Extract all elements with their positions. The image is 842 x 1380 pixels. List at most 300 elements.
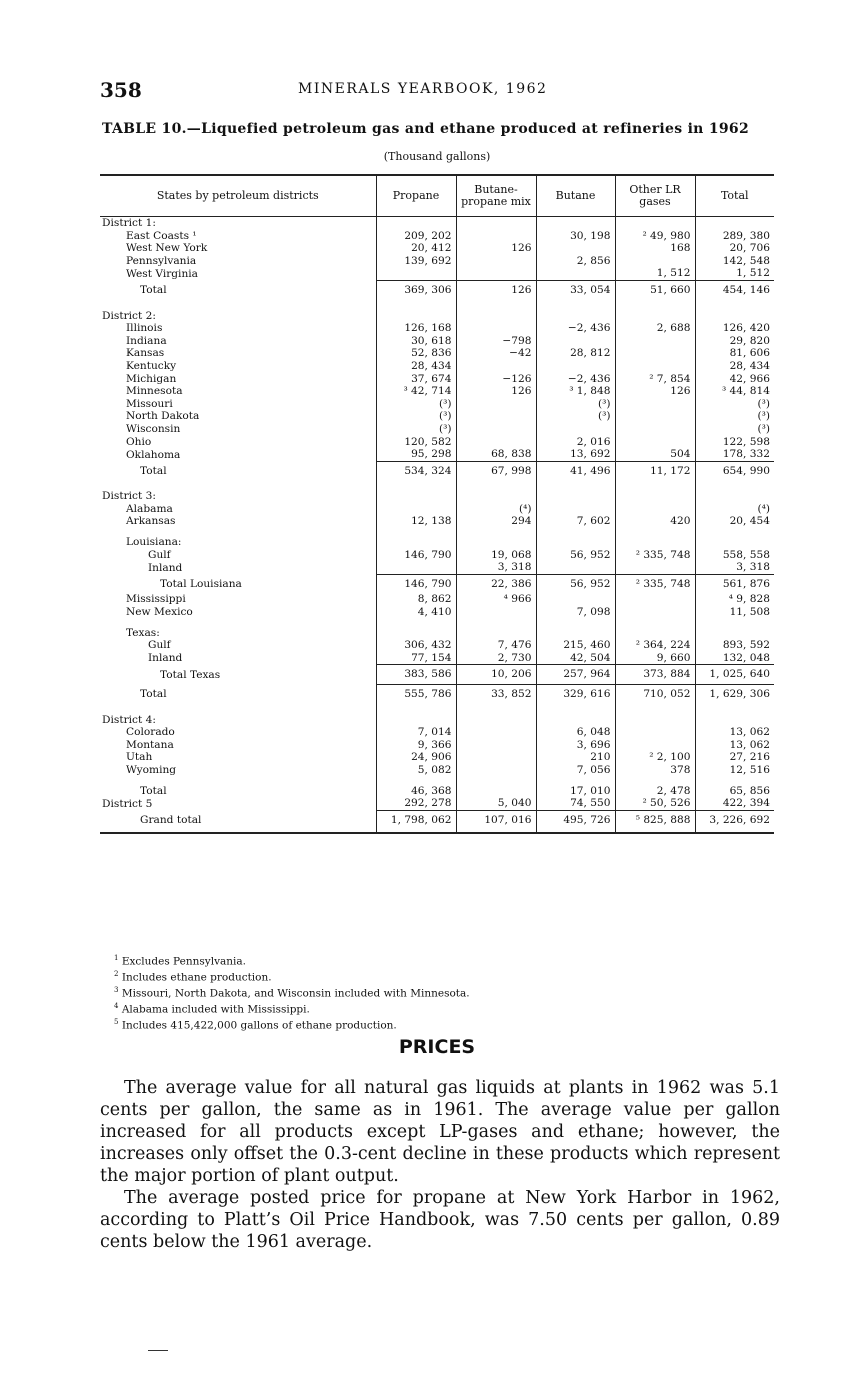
table-cell: 1, 629, 306 xyxy=(695,685,774,704)
table-cell: 893, 592 xyxy=(695,639,774,652)
table-cell: 22, 386 xyxy=(456,574,536,593)
row-label: Colorado xyxy=(126,726,175,739)
table-cell: 5, 040 xyxy=(456,797,536,810)
table-row xyxy=(100,322,774,335)
table-cell: 3, 318 xyxy=(695,561,774,574)
table-row xyxy=(100,515,774,528)
table-cell xyxy=(695,536,774,549)
footnote-mark: 2 xyxy=(114,970,119,978)
column-header: Propane xyxy=(376,175,456,217)
row-label: Illinois xyxy=(126,322,163,335)
table-cell xyxy=(695,217,774,230)
table-cell: 534, 324 xyxy=(376,461,456,480)
table-cell xyxy=(615,536,695,549)
table-total-row xyxy=(100,810,774,833)
table-cell xyxy=(615,335,695,348)
table-cell xyxy=(456,726,536,739)
table-cell xyxy=(615,360,695,373)
table-cell: 51, 660 xyxy=(615,280,695,299)
table-cell xyxy=(376,536,456,549)
table-cell: 30, 198 xyxy=(536,230,615,243)
row-label: New Mexico xyxy=(126,606,193,619)
footnote-text: Excludes Pennsylvania. xyxy=(121,955,246,968)
table-row xyxy=(100,267,774,280)
row-label: Total xyxy=(140,283,167,296)
table-cell: 420 xyxy=(615,515,695,528)
table-row xyxy=(100,385,774,398)
row-label: Minnesota xyxy=(126,385,183,398)
table-row xyxy=(100,606,774,619)
table-cell: 178, 332 xyxy=(695,448,774,461)
table-cell xyxy=(536,480,615,503)
row-label: West Virginia xyxy=(126,267,198,280)
table-cell: −126 xyxy=(456,373,536,386)
table-cell xyxy=(456,739,536,752)
table-cell: 120, 582 xyxy=(376,436,456,449)
row-label: Grand total xyxy=(100,810,376,833)
table-cell xyxy=(615,704,695,727)
table-cell xyxy=(376,267,456,280)
table-cell xyxy=(536,335,615,348)
table-cell: 126 xyxy=(456,385,536,398)
table-row xyxy=(100,398,774,411)
table-cell: 11, 172 xyxy=(615,461,695,480)
table-cell xyxy=(456,536,536,549)
table-cell: 13, 062 xyxy=(695,739,774,752)
table-cell: 422, 394 xyxy=(695,797,774,810)
table-cell xyxy=(456,322,536,335)
table-cell: 7, 476 xyxy=(456,639,536,652)
table-cell: (³) xyxy=(376,410,456,423)
table-cell: 126 xyxy=(615,385,695,398)
table-cell: ² 49, 980 xyxy=(615,230,695,243)
table-cell: 329, 616 xyxy=(536,685,615,704)
row-label: District 3: xyxy=(102,490,156,503)
table-cell: −42 xyxy=(456,347,536,360)
table-cell: 7, 056 xyxy=(536,764,615,777)
table-cell: 306, 432 xyxy=(376,639,456,652)
table-cell: 126, 420 xyxy=(695,322,774,335)
footnote-mark: 5 xyxy=(114,1018,119,1026)
table-cell: 107, 016 xyxy=(456,810,536,833)
row-label: District 2: xyxy=(102,309,156,322)
running-title: MINERALS YEARBOOK, 1962 xyxy=(298,81,548,97)
table-cell xyxy=(456,398,536,411)
table-cell xyxy=(615,436,695,449)
table-cell xyxy=(536,536,615,549)
table-cell xyxy=(615,606,695,619)
table-cell: ³ 44, 814 xyxy=(695,385,774,398)
table-cell: 209, 202 xyxy=(376,230,456,243)
table-cell: 8, 862 xyxy=(376,593,456,606)
footnote-text: Missouri, North Dakota, and Wisconsin included with Minnesota. xyxy=(121,987,470,1000)
table-spacer-cell xyxy=(376,619,456,627)
table-cell: 1, 025, 640 xyxy=(695,665,774,685)
table-cell: 122, 598 xyxy=(695,436,774,449)
table-cell: 37, 674 xyxy=(376,373,456,386)
table-cell: 2, 730 xyxy=(456,652,536,665)
table-row xyxy=(100,300,774,323)
table-row xyxy=(100,373,774,386)
table-title: TABLE 10.—Liquefied petroleum gas and ethane produced at refineries in 1962 xyxy=(102,121,750,137)
production-table xyxy=(100,174,774,834)
table-cell: 1, 512 xyxy=(615,267,695,280)
table-cell: (³) xyxy=(536,410,615,423)
table-cell xyxy=(456,217,536,230)
table-cell xyxy=(615,217,695,230)
row-label: Alabama xyxy=(126,502,173,515)
row-label: Total Louisiana xyxy=(160,577,242,590)
table-cell: ² 7, 854 xyxy=(615,373,695,386)
row-label: Gulf xyxy=(148,548,171,561)
table-cell: 29, 820 xyxy=(695,335,774,348)
table-cell xyxy=(615,561,695,574)
table-spacer-cell xyxy=(615,528,695,536)
table-cell: ⁵ 825, 888 xyxy=(615,810,695,833)
table-row xyxy=(100,627,774,640)
table-cell: 46, 368 xyxy=(376,785,456,798)
table-cell: −798 xyxy=(456,335,536,348)
table-cell: 95, 298 xyxy=(376,448,456,461)
table-cell: −2, 436 xyxy=(536,373,615,386)
table-cell: 9, 366 xyxy=(376,739,456,752)
table-cell: 142, 548 xyxy=(695,255,774,268)
table-spacer-cell xyxy=(100,528,376,536)
table-cell: −2, 436 xyxy=(536,322,615,335)
table-cell: 28, 812 xyxy=(536,347,615,360)
table-cell xyxy=(615,627,695,640)
footnote xyxy=(114,1016,774,1032)
table-cell: 558, 558 xyxy=(695,549,774,562)
table-cell: 126 xyxy=(456,280,536,299)
table-row xyxy=(100,255,774,268)
table-cell: 28, 434 xyxy=(695,360,774,373)
table-spacer-cell xyxy=(536,528,615,536)
row-label: Kentucky xyxy=(126,359,177,372)
table-cell: 42, 966 xyxy=(695,373,774,386)
table-cell xyxy=(536,423,615,436)
paragraph: The average posted price for propane at New York Harbor in 1962, according to Platt’s Oil Price Handbook, was 7.50 cents per gallon, 0.89 cents below the 1961 average. xyxy=(100,1188,780,1252)
table-cell xyxy=(456,627,536,640)
table-spacer-cell xyxy=(695,528,774,536)
table-row xyxy=(100,503,774,516)
row-label: District 4: xyxy=(102,713,156,726)
table-cell xyxy=(456,423,536,436)
table-cell: ² 335, 748 xyxy=(615,574,695,593)
footnote xyxy=(114,984,774,1000)
column-header: Total xyxy=(695,175,774,217)
table-cell: 3, 226, 692 xyxy=(695,810,774,833)
table-cell: 19, 068 xyxy=(456,549,536,562)
table-spacer-cell xyxy=(456,777,536,785)
table-cell: 7, 014 xyxy=(376,726,456,739)
table-cell: 68, 838 xyxy=(456,448,536,461)
table-cell: 383, 586 xyxy=(376,665,456,685)
table-cell xyxy=(615,255,695,268)
table-row xyxy=(100,785,774,798)
running-head xyxy=(100,78,774,102)
table-cell xyxy=(536,300,615,323)
footnote-text: Includes ethane production. xyxy=(121,971,272,984)
row-label: Indiana xyxy=(126,334,167,347)
row-label: Pennsylvania xyxy=(126,254,197,267)
table-cell xyxy=(376,704,456,727)
table-cell xyxy=(376,627,456,640)
table-cell: 654, 990 xyxy=(695,461,774,480)
table-cell: 77, 154 xyxy=(376,652,456,665)
table-cell xyxy=(615,398,695,411)
table-spacer-cell xyxy=(695,777,774,785)
table-cell: 289, 380 xyxy=(695,230,774,243)
footnote-text: Alabama included with Mississippi. xyxy=(121,1003,310,1016)
table-cell xyxy=(615,410,695,423)
table-row xyxy=(100,549,774,562)
table-cell: (³) xyxy=(376,423,456,436)
table-cell xyxy=(536,593,615,606)
table-cell: 257, 964 xyxy=(536,665,615,685)
table-cell: 7, 602 xyxy=(536,515,615,528)
table-cell: 20, 706 xyxy=(695,242,774,255)
table-row xyxy=(100,739,774,752)
table-cell: (³) xyxy=(695,398,774,411)
footnote-text: Includes 415,422,000 gallons of ethane production. xyxy=(121,1019,397,1032)
row-label: Inland xyxy=(148,652,183,665)
table-cell xyxy=(695,704,774,727)
table-cell xyxy=(615,503,695,516)
table-cell: 139, 692 xyxy=(376,255,456,268)
table-row xyxy=(100,704,774,727)
table-row xyxy=(100,230,774,243)
table-cell: 65, 856 xyxy=(695,785,774,798)
table-unit: (Thousand gallons) xyxy=(383,150,491,163)
table-cell: 81, 606 xyxy=(695,347,774,360)
table-cell xyxy=(615,300,695,323)
table-total-row xyxy=(100,685,774,704)
column-header: Butane xyxy=(536,175,615,217)
table-cell: 13, 692 xyxy=(536,448,615,461)
table-spacer-cell xyxy=(536,777,615,785)
row-label: District 5 xyxy=(102,797,153,810)
table-cell: (⁴) xyxy=(695,503,774,516)
table-cell: (⁴) xyxy=(456,503,536,516)
row-label: North Dakota xyxy=(126,410,200,423)
table-cell: (³) xyxy=(536,398,615,411)
footnote xyxy=(114,952,774,968)
table-cell: 10, 206 xyxy=(456,665,536,685)
table-cell xyxy=(456,480,536,503)
table-cell: 215, 460 xyxy=(536,639,615,652)
row-label: Ohio xyxy=(126,435,152,448)
footnote xyxy=(114,1000,774,1016)
footnote-mark: 4 xyxy=(114,1002,119,1010)
footnote-mark: 1 xyxy=(114,954,119,962)
table-row xyxy=(100,764,774,777)
row-label: Mississippi xyxy=(126,593,186,606)
table-row xyxy=(100,242,774,255)
table-cell: 42, 504 xyxy=(536,652,615,665)
table-cell: 28, 434 xyxy=(376,360,456,373)
table-cell: 12, 516 xyxy=(695,764,774,777)
row-label: Gulf xyxy=(148,639,171,652)
row-label: Total Texas xyxy=(160,668,221,681)
row-label: Utah xyxy=(126,751,153,764)
row-label: Missouri xyxy=(126,397,173,410)
table-cell: 495, 726 xyxy=(536,810,615,833)
table-cell: 33, 054 xyxy=(536,280,615,299)
table-cell: 146, 790 xyxy=(376,549,456,562)
table-cell xyxy=(615,593,695,606)
table-cell: 1, 798, 062 xyxy=(376,810,456,833)
table-cell xyxy=(456,704,536,727)
table-spacer-cell xyxy=(376,528,456,536)
table-cell: 2, 016 xyxy=(536,436,615,449)
table-cell xyxy=(456,785,536,798)
table-row xyxy=(100,751,774,764)
table-cell xyxy=(615,347,695,360)
row-label: Wisconsin xyxy=(126,422,181,435)
table-row xyxy=(100,593,774,606)
table-row xyxy=(100,726,774,739)
table-total-row xyxy=(100,280,774,299)
table-cell xyxy=(615,480,695,503)
table-row xyxy=(100,217,774,230)
table-row xyxy=(100,448,774,461)
table-cell: ³ 42, 714 xyxy=(376,385,456,398)
table-cell: 6, 048 xyxy=(536,726,615,739)
table-cell: 67, 998 xyxy=(456,461,536,480)
footnotes xyxy=(114,952,774,1032)
table-cell xyxy=(376,300,456,323)
table-cell: 20, 454 xyxy=(695,515,774,528)
table-row xyxy=(100,335,774,348)
row-label: Total xyxy=(140,784,167,797)
table-cell: 146, 790 xyxy=(376,574,456,593)
table-cell xyxy=(536,360,615,373)
table-cell: ² 364, 224 xyxy=(615,639,695,652)
table-row xyxy=(100,652,774,665)
table-row xyxy=(100,347,774,360)
table-total-row xyxy=(100,665,774,685)
table-row xyxy=(100,436,774,449)
table-cell: 378 xyxy=(615,764,695,777)
table-cell: 1, 512 xyxy=(695,267,774,280)
row-label: West New York xyxy=(126,242,208,255)
table-cell: 2, 856 xyxy=(536,255,615,268)
table-spacer-cell xyxy=(695,619,774,627)
table-row xyxy=(100,561,774,574)
row-label: Kansas xyxy=(126,347,165,360)
table-cell: 9, 660 xyxy=(615,652,695,665)
column-header: States by petroleum districts xyxy=(100,175,376,217)
table-cell: 2, 478 xyxy=(615,785,695,798)
table-cell: 710, 052 xyxy=(615,685,695,704)
table-cell: 41, 496 xyxy=(536,461,615,480)
table-cell xyxy=(456,751,536,764)
table-cell: ⁴ 966 xyxy=(456,593,536,606)
table-cell: 56, 952 xyxy=(536,549,615,562)
table-cell xyxy=(456,267,536,280)
table-cell: ² 2, 100 xyxy=(615,751,695,764)
table-cell xyxy=(536,503,615,516)
page-mark xyxy=(148,1350,168,1351)
table-spacer-cell xyxy=(100,777,376,785)
table-cell: 74, 550 xyxy=(536,797,615,810)
row-label: Montana xyxy=(126,738,174,751)
table-cell xyxy=(615,726,695,739)
table-cell xyxy=(536,627,615,640)
table-cell: 30, 618 xyxy=(376,335,456,348)
table-spacer-cell xyxy=(615,777,695,785)
table-cell: 561, 876 xyxy=(695,574,774,593)
table-spacer-row xyxy=(100,777,774,785)
table-cell: 11, 508 xyxy=(695,606,774,619)
table-cell xyxy=(695,480,774,503)
table-cell xyxy=(456,764,536,777)
table-cell: 454, 146 xyxy=(695,280,774,299)
row-label: Inland xyxy=(148,561,183,574)
table-cell: 52, 836 xyxy=(376,347,456,360)
table-cell xyxy=(615,739,695,752)
section-heading: PRICES xyxy=(398,1036,476,1058)
row-label: Louisiana: xyxy=(126,536,182,549)
table-cell xyxy=(536,242,615,255)
table-cell: 2, 688 xyxy=(615,322,695,335)
table-cell: 3, 318 xyxy=(456,561,536,574)
table-cell xyxy=(456,410,536,423)
table-cell xyxy=(536,704,615,727)
paragraph: The average value for all natural gas liquids at plants in 1962 was 5.1 cents per gallon, the same as in 1961. The average value per gallon increased for all products except LP-gases and ethane; however, the increases only offset the 0.3-cent decline in these products which represent the major portion of plant output. xyxy=(100,1078,780,1186)
column-header: Butane-propane mix xyxy=(456,175,536,217)
table-cell: 13, 062 xyxy=(695,726,774,739)
table-cell: 56, 952 xyxy=(536,574,615,593)
footnote-mark: 3 xyxy=(114,986,119,994)
table-cell: 33, 852 xyxy=(456,685,536,704)
row-label: Total xyxy=(140,688,167,700)
table-cell xyxy=(456,230,536,243)
table-cell: 20, 412 xyxy=(376,242,456,255)
table-header-row xyxy=(100,175,774,217)
table-cell: 27, 216 xyxy=(695,751,774,764)
table-cell xyxy=(695,300,774,323)
table-cell: 17, 010 xyxy=(536,785,615,798)
table-spacer-cell xyxy=(100,619,376,627)
row-label: Arkansas xyxy=(126,515,176,528)
table-cell: 369, 306 xyxy=(376,280,456,299)
table-cell: 373, 884 xyxy=(615,665,695,685)
table-cell: 294 xyxy=(456,515,536,528)
table-cell xyxy=(376,561,456,574)
table-cell: ² 335, 748 xyxy=(615,549,695,562)
table-cell xyxy=(536,267,615,280)
table-spacer-row xyxy=(100,619,774,627)
row-label: Total xyxy=(140,464,167,477)
table-spacer-cell xyxy=(536,619,615,627)
table-row xyxy=(100,360,774,373)
table-cell: 210 xyxy=(536,751,615,764)
table-cell: 7, 098 xyxy=(536,606,615,619)
table-row xyxy=(100,410,774,423)
table-cell: 555, 786 xyxy=(376,685,456,704)
row-label: Oklahoma xyxy=(126,448,181,461)
row-label: East Coasts ¹ xyxy=(126,229,197,242)
footnote xyxy=(114,968,774,984)
table-cell xyxy=(376,217,456,230)
table-row xyxy=(100,423,774,436)
table-cell xyxy=(456,606,536,619)
table-total-row xyxy=(100,574,774,593)
row-label: District 1: xyxy=(102,217,156,229)
table-row xyxy=(100,536,774,549)
